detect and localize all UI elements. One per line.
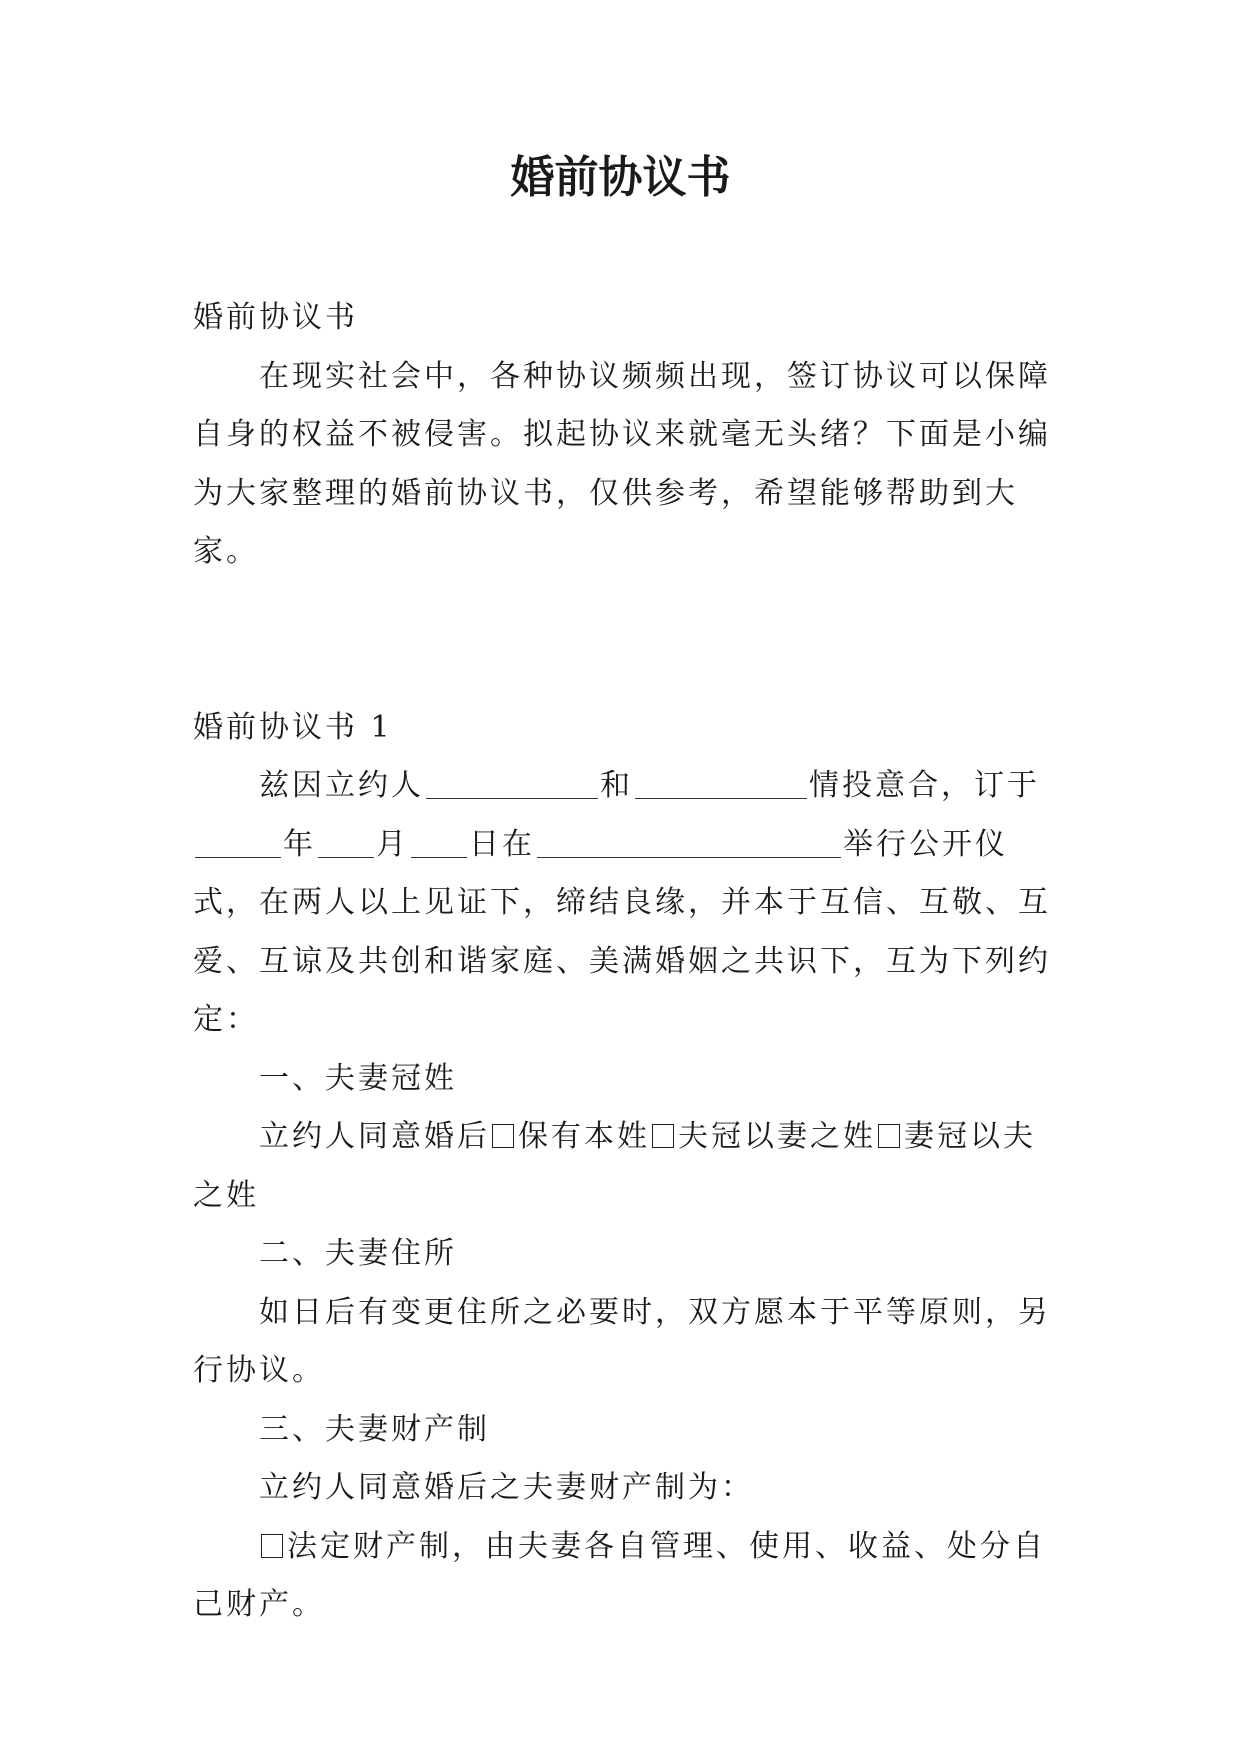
s3-option <box>193 1518 1055 1635</box>
s1-clause <box>193 1108 1055 1225</box>
clause-text: 年 <box>283 826 316 862</box>
clause-text: 兹因立约人 <box>259 768 424 803</box>
s2-heading: 二、夫妻住所 <box>259 1236 457 1271</box>
opening-clause <box>193 757 1055 1050</box>
clause-text: 和 <box>600 768 633 803</box>
intro-paragraph: 在现实社会中，各种协议频频出现，签订协议可以保障自身的权益不被侵害。拟起协议来就毫无头绪？下面是小编为大家整理的婚前协议书，仅供参考，希望能够帮助到大家。 <box>193 358 1051 569</box>
paragraph-gap <box>193 582 1055 699</box>
clause-text: 情投意合，订于 <box>809 768 1040 803</box>
s2-text: 如日后有变更住所之必要时，双方愿本于平等原则，另行协议。 <box>193 1294 1051 1388</box>
document-body <box>193 289 1055 1635</box>
s1-lead: 立约人同意婚后 <box>259 1119 490 1154</box>
clause-text: 日在 <box>469 826 535 862</box>
s3-option-text: 法定财产制，由夫妻各自管理、使用、收益、处分自己财产。 <box>193 1528 1046 1622</box>
party-a-blank[interactable] <box>426 770 598 799</box>
s3-text: 立约人同意婚后之夫妻财产制为： <box>259 1470 754 1505</box>
clause-text: 举行公开仪式，在两人以上见证下，缔结良缘，并本于互信、互敬、互爱、互谅及共创和谐家庭、美满婚姻之共识下，互为下列约定： <box>193 826 1051 1037</box>
year-blank[interactable] <box>195 829 281 858</box>
checkbox-icon[interactable] <box>261 1534 283 1558</box>
party-b-blank[interactable] <box>635 770 807 799</box>
s1-heading: 一、夫妻冠姓 <box>259 1060 457 1096</box>
checkbox-icon[interactable] <box>652 1124 674 1148</box>
section-heading: 婚前协议书 <box>193 300 358 335</box>
s1-option: 夫冠以妻之姓 <box>678 1119 876 1154</box>
clause-text: 月 <box>376 826 409 862</box>
day-blank[interactable] <box>411 829 467 858</box>
checkbox-icon[interactable] <box>878 1124 900 1148</box>
venue-blank[interactable] <box>537 829 841 858</box>
month-blank[interactable] <box>318 829 374 858</box>
s3-heading: 三、夫妻财产制 <box>259 1411 490 1447</box>
document-title: 婚前协议书 <box>510 152 731 203</box>
s1-option: 妻冠以夫之姓 <box>193 1119 1036 1213</box>
checkbox-icon[interactable] <box>492 1124 514 1148</box>
s1-option: 保有本姓 <box>518 1119 650 1154</box>
part1-heading: 婚前协议书 1 <box>193 709 393 745</box>
